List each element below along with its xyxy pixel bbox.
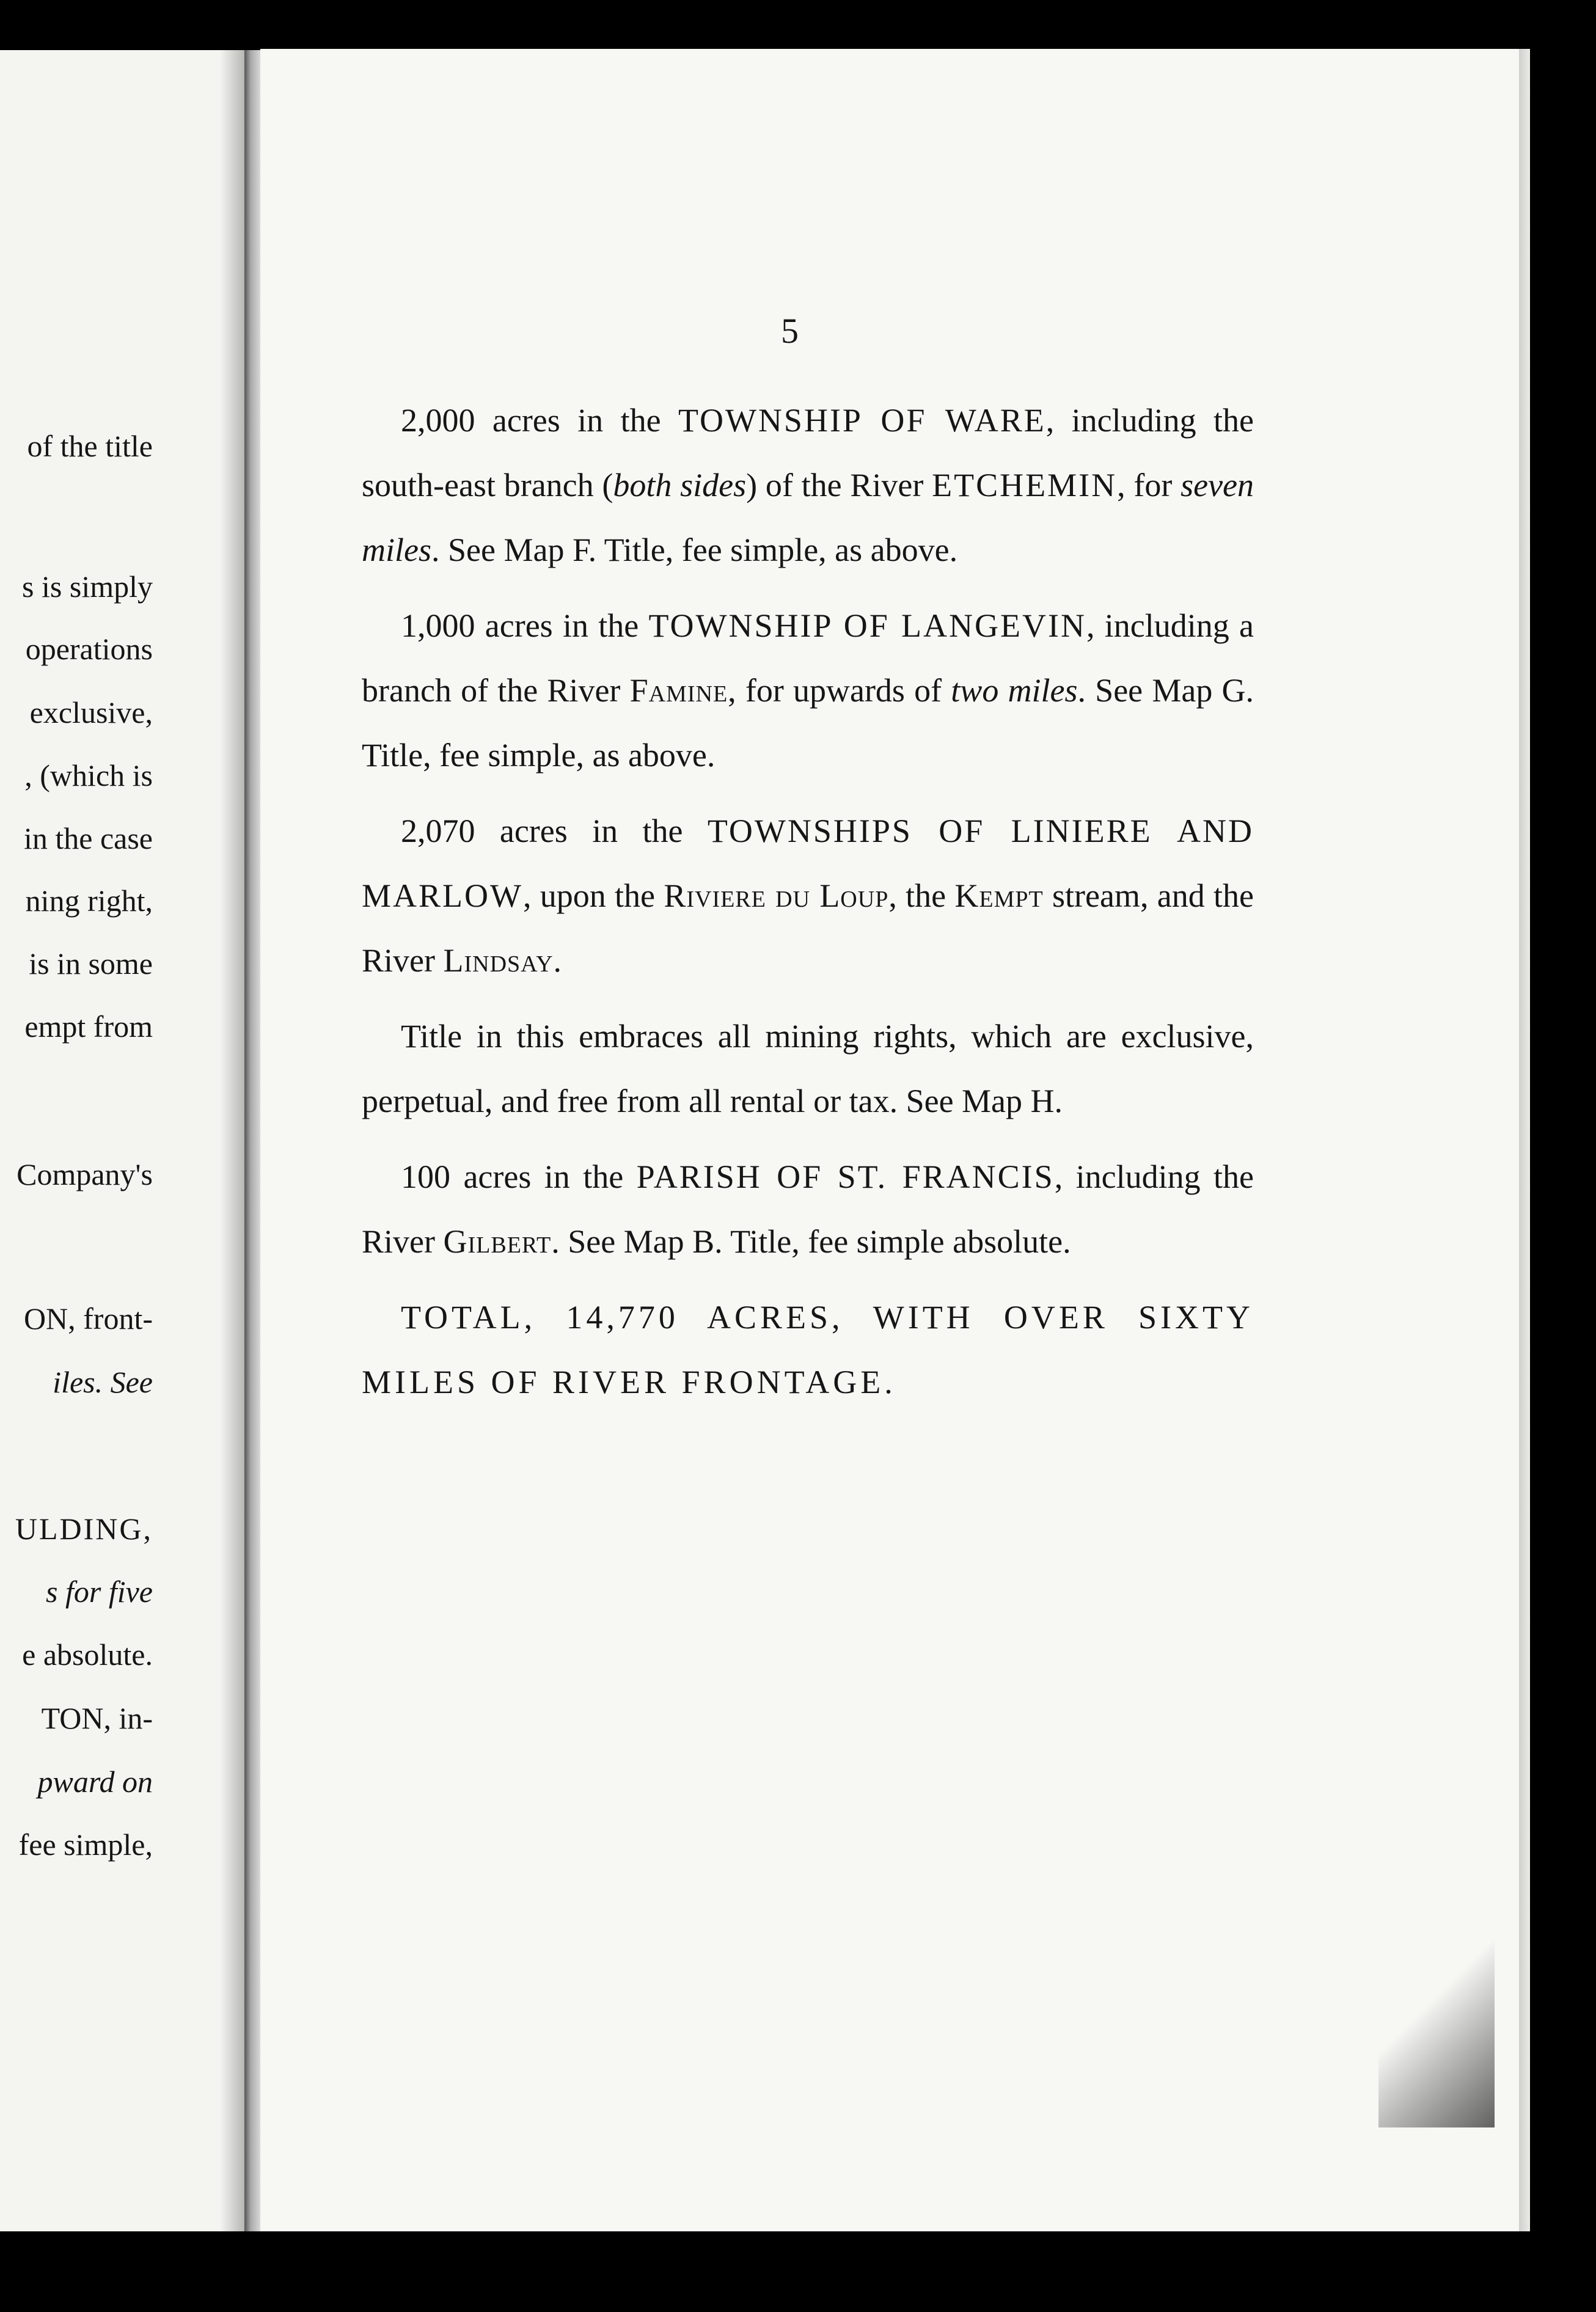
text: ) of the River — [746, 467, 932, 503]
place-name: TOWNSHIP OF WARE — [678, 402, 1046, 439]
text: 2,000 acres in the — [401, 402, 678, 439]
previous-page — [0, 50, 244, 2231]
previous-page-line: s for five — [46, 1575, 153, 1609]
page-number: 5 — [781, 311, 799, 351]
page-corner-wear — [1378, 1926, 1495, 2127]
previous-page-line: TON, in- — [41, 1701, 153, 1735]
paragraph-liniere-marlow — [362, 799, 1254, 993]
text: , the — [888, 877, 955, 914]
text: , for — [1117, 467, 1181, 503]
previous-page-line: operations — [25, 632, 153, 666]
emphasis: seven miles — [362, 467, 1254, 568]
book-spine — [244, 50, 260, 2231]
previous-page-line: exclusive, — [29, 695, 153, 730]
total-acreage: TOTAL, 14,770 ACRES, WITH OVER SIXTY MILES OF RIVER FRONTAGE. — [362, 1299, 1254, 1400]
place-name: TOWNSHIPS OF LINIERE AND MARLOW — [362, 813, 1254, 914]
text: . — [553, 942, 562, 979]
text: , including the River — [362, 1158, 1254, 1260]
text: . See Map B. Title, fee simple absolute. — [551, 1223, 1071, 1260]
previous-page-line: is in some — [29, 946, 153, 981]
text: , including the south-east branch ( — [362, 402, 1254, 503]
paragraph-ware — [362, 388, 1254, 582]
text: stream, and the River — [362, 877, 1254, 979]
previous-page-line: ning right, — [25, 883, 153, 918]
previous-page-line: empt from — [24, 1009, 153, 1044]
previous-page-line: Company's — [16, 1157, 153, 1191]
gutter-shadow — [220, 50, 244, 2231]
text: 2,070 acres in the — [401, 813, 708, 849]
text: 100 acres in the — [401, 1158, 637, 1195]
paragraph-langevin — [362, 593, 1254, 788]
previous-page-line: , (which is — [24, 758, 153, 792]
river-name: Gilbert — [443, 1223, 552, 1260]
text: . See Map G. Title, fee simple, as above. — [362, 672, 1254, 774]
emphasis: two miles — [951, 672, 1078, 709]
river-name: Riviere du Loup — [664, 877, 889, 914]
previous-page-line: ULDING, — [15, 1512, 153, 1546]
current-page — [260, 49, 1519, 2231]
text: 1,000 acres in the — [401, 607, 649, 644]
previous-page-line: of the title — [27, 429, 153, 463]
river-name: Kempt — [954, 877, 1044, 914]
text: , including a branch of the River — [362, 607, 1254, 709]
river-name: ETCHEMIN — [932, 467, 1118, 503]
text: , upon the — [522, 877, 664, 914]
place-name: PARISH OF ST. FRANCIS — [636, 1158, 1055, 1195]
text: . See Map F. Title, fee simple, as above. — [431, 532, 958, 568]
previous-page-line: iles. See — [53, 1365, 153, 1399]
text: , for upwards of — [728, 672, 951, 709]
place-name: TOWNSHIP OF LANGEVIN — [648, 607, 1086, 644]
previous-page-line: e absolute. — [22, 1637, 153, 1672]
previous-page-line: s is simply — [22, 569, 153, 604]
page-edge — [1519, 49, 1530, 2231]
page-body — [362, 388, 1510, 1414]
previous-page-line: in the case — [23, 821, 153, 855]
river-name: Lindsay — [443, 942, 554, 979]
previous-page-line: fee simple, — [18, 1827, 153, 1862]
previous-page-line: pward on — [37, 1765, 153, 1799]
paragraph-st-francis — [362, 1144, 1254, 1274]
paragraph-title-note: Title in this embraces all mining rights, which are exclusive, perpetual, and free from all rental or tax. See Map H. — [362, 1018, 1254, 1119]
previous-page-line: ON, front- — [23, 1301, 153, 1336]
river-name: Famine — [629, 672, 728, 709]
emphasis: both sides — [613, 467, 747, 503]
